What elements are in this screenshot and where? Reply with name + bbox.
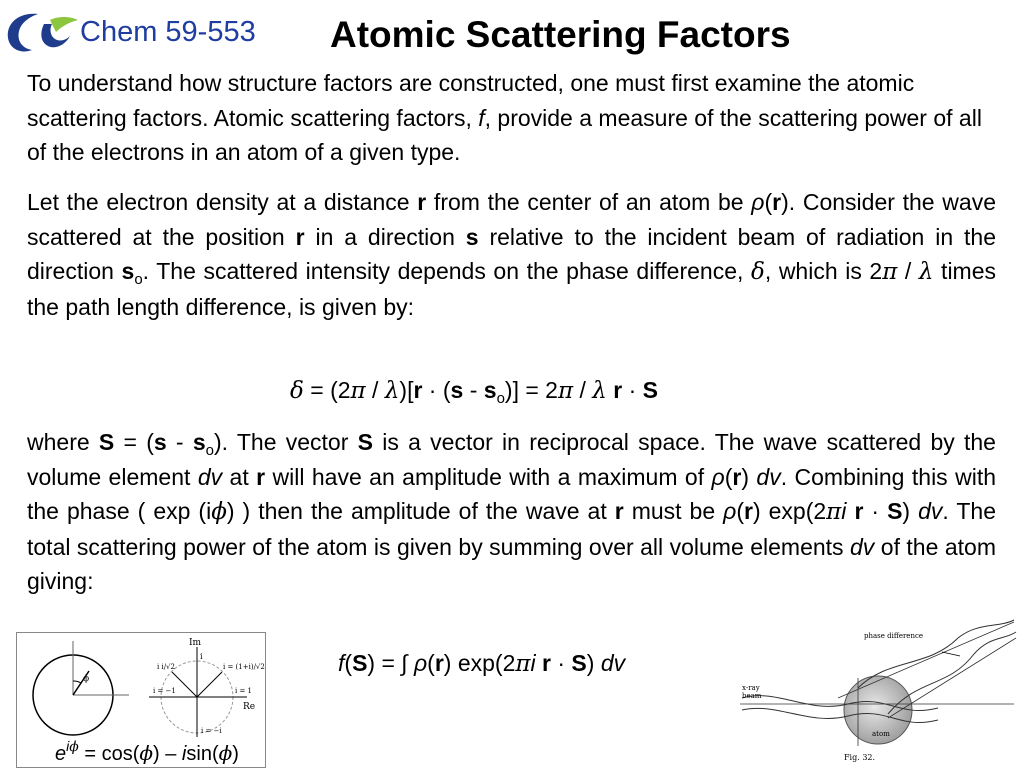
phase-difference-equation: $\delta = (2\pi / \lambda)[r \cdot (s - s_o)] = 2\pi / \lambda$ r · S [290,377,658,407]
im-axis-label: Im [189,638,202,648]
atom-scattering-figure [738,618,1020,766]
electron-density-paragraph: Let the electron density at a distance r from the center of an atom be ρ(r). Consider the wave scattered at the position r in a direction s relative to the incident beam of radiation in the direction $s_o$. The scattered intensity depends on the phase difference, δ, which is 2π / λ times the path length difference, is given by: [27,189,997,320]
point-label-5: i = −i [201,727,222,735]
page-title: Atomic Scattering Factors [330,14,791,55]
euler-formula: $e^{i\phi} = \cos(\phi) - isin(\phi)$ [55,738,239,765]
beam-label: beam [742,692,762,700]
course-code: Chem 59-553 [80,16,256,48]
amplitude-paragraph: where $S = (s - s_o)$. The vector S is a vector in reciprocal space. The wave scattered by the volume element dv at r will have an amplitude with a maximum of ρ(r) dv. Combining this with the phase ( exp (iϕ) ) then the amplitude of the wave at r must be ρ(r) exp(2πi r · S) dv. The total scattering power of the atom is given by summing over all volume elements dv of the atom giving: [27,429,997,594]
complex-plane-figure [16,632,266,768]
xray-label: x-ray [742,684,760,692]
point-label-1: i = (1+i)/√2 [223,663,265,671]
intro-paragraph: To understand how structure factors are constructed, one must first examine the atomic scattering factors. Atomic scattering factors, f, provide a measure of the scattering power of all of the electrons in an atom of a given type. [27,70,982,165]
argand-vector-1 [197,672,222,697]
complex-plane-diagram [17,633,265,737]
phase-angle-arc [73,681,81,683]
phase-diff-marker [942,652,960,656]
figure-number: Fig. 32. [844,753,876,762]
phase-difference-label: phase difference [864,632,924,640]
scatter-ray-2 [888,638,1016,718]
atom-label: atom [872,730,890,738]
i-label: i [200,652,203,661]
point-label-2: i i/√2 [157,663,175,671]
university-logo [4,10,80,54]
phi-label: ϕ [83,674,90,684]
re-axis-label: Re [243,702,256,712]
point-label-3: i = −1 [153,687,176,695]
point-label-4: i = 1 [235,687,253,695]
scattering-factor-equation: f(S) = ∫ ρ(r) exp(2πi r · S) dv [338,650,626,677]
